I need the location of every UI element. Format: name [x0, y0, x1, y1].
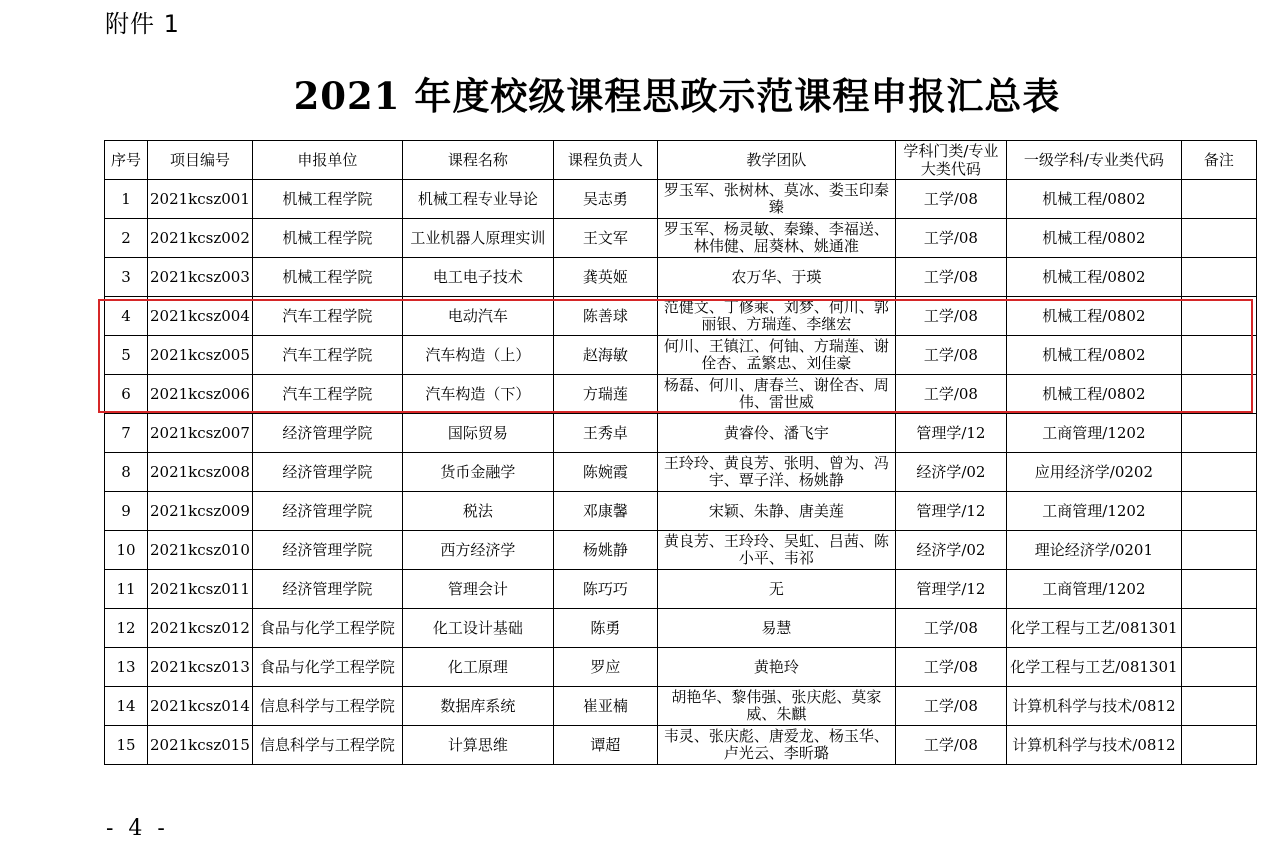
table-row: [105, 726, 1257, 765]
table-cell: 10: [105, 531, 148, 570]
table-cell: 食品与化学工程学院: [252, 609, 402, 648]
table-cell: 工学/08: [895, 726, 1006, 765]
table-cell: 韦灵、张庆彪、唐爱龙、杨玉华、卢光云、李昕璐: [657, 726, 895, 765]
table-row: [105, 648, 1257, 687]
table-cell: 7: [105, 414, 148, 453]
table-cell: 化学工程与工艺/081301: [1006, 648, 1181, 687]
table-cell: 2021kcsz012: [148, 609, 253, 648]
table-cell: 无: [657, 570, 895, 609]
table-cell: 15: [105, 726, 148, 765]
table-row: [105, 180, 1257, 219]
table-cell: 陈巧巧: [553, 570, 657, 609]
table-cell: 吴志勇: [553, 180, 657, 219]
header-cell: 序号: [105, 141, 148, 180]
table-cell: 8: [105, 453, 148, 492]
table-cell: 机械工程专业导论: [402, 180, 553, 219]
table-cell: 应用经济学/0202: [1006, 453, 1181, 492]
table-cell: 经济学/02: [895, 453, 1006, 492]
table-cell: 汽车构造（上）: [402, 336, 553, 375]
table-cell: 经济管理学院: [252, 492, 402, 531]
table-cell: 货币金融学: [402, 453, 553, 492]
table-cell: 宋颖、朱静、唐美莲: [657, 492, 895, 531]
table-cell: 2021kcsz003: [148, 258, 253, 297]
table-cell: 农万华、于瑛: [657, 258, 895, 297]
table-cell: [1181, 687, 1256, 726]
table-cell: 罗玉军、张树林、莫冰、娄玉印秦臻: [657, 180, 895, 219]
table-row: [105, 336, 1257, 375]
table-cell: 机械工程/0802: [1006, 297, 1181, 336]
table-row: [105, 531, 1257, 570]
table-cell: 工学/08: [895, 219, 1006, 258]
table-cell: 数据库系统: [402, 687, 553, 726]
table-row: [105, 414, 1257, 453]
summary-table: [104, 140, 1257, 765]
table-cell: 5: [105, 336, 148, 375]
table-cell: 工商管理/1202: [1006, 492, 1181, 531]
table-cell: 理论经济学/0201: [1006, 531, 1181, 570]
table-cell: 2021kcsz005: [148, 336, 253, 375]
table-cell: 西方经济学: [402, 531, 553, 570]
table-cell: 经济管理学院: [252, 531, 402, 570]
table-cell: 机械工程/0802: [1006, 336, 1181, 375]
table-cell: 13: [105, 648, 148, 687]
table-cell: [1181, 258, 1256, 297]
table-cell: 2021kcsz001: [148, 180, 253, 219]
table-cell: 工商管理/1202: [1006, 414, 1181, 453]
table-row: [105, 570, 1257, 609]
header-cell: 项目编号: [148, 141, 253, 180]
table-cell: 2021kcsz008: [148, 453, 253, 492]
table-cell: 工学/08: [895, 375, 1006, 414]
table-cell: [1181, 375, 1256, 414]
table-cell: 机械工程/0802: [1006, 375, 1181, 414]
attachment-label: 附件 1: [105, 10, 180, 38]
table-cell: 机械工程/0802: [1006, 180, 1181, 219]
header-cell: 一级学科/专业类代码: [1006, 141, 1181, 180]
table-cell: 邓康馨: [553, 492, 657, 531]
table-header-row: [105, 141, 1257, 180]
table-cell: 杨姚静: [553, 531, 657, 570]
table-cell: 汽车构造（下）: [402, 375, 553, 414]
table-cell: [1181, 297, 1256, 336]
table-cell: 工学/08: [895, 648, 1006, 687]
table-cell: [1181, 219, 1256, 258]
table-cell: 2021kcsz010: [148, 531, 253, 570]
header-cell: 备注: [1181, 141, 1256, 180]
table-cell: 2: [105, 219, 148, 258]
table-cell: 管理会计: [402, 570, 553, 609]
table-cell: 国际贸易: [402, 414, 553, 453]
table-cell: [1181, 492, 1256, 531]
table-cell: 经济管理学院: [252, 570, 402, 609]
table-cell: 电工电子技术: [402, 258, 553, 297]
table-cell: 11: [105, 570, 148, 609]
table-row: [105, 609, 1257, 648]
table-cell: 范健文、丁修乘、刘梦、何川、郭丽银、方瑞莲、李继宏: [657, 297, 895, 336]
table-cell: 工学/08: [895, 609, 1006, 648]
header-cell: 教学团队: [657, 141, 895, 180]
table-cell: 计算思维: [402, 726, 553, 765]
table-cell: 何川、王镇江、何铀、方瑞莲、谢佺杏、孟繁忠、刘佳豪: [657, 336, 895, 375]
table-cell: 机械工程学院: [252, 219, 402, 258]
table-cell: 汽车工程学院: [252, 336, 402, 375]
header-cell: 课程名称: [402, 141, 553, 180]
table-cell: [1181, 414, 1256, 453]
table-cell: 计算机科学与技术/0812: [1006, 687, 1181, 726]
table-cell: 9: [105, 492, 148, 531]
table-row: [105, 375, 1257, 414]
table-cell: [1181, 570, 1256, 609]
table-cell: 工学/08: [895, 297, 1006, 336]
table-cell: 3: [105, 258, 148, 297]
table-cell: 12: [105, 609, 148, 648]
table-row: [105, 297, 1257, 336]
table-cell: 管理学/12: [895, 570, 1006, 609]
table-cell: 机械工程/0802: [1006, 219, 1181, 258]
page-title: 2021 年度校级课程思政示范课程申报汇总表: [293, 74, 1061, 118]
table-cell: 陈婉霞: [553, 453, 657, 492]
table-cell: 罗应: [553, 648, 657, 687]
table-cell: [1181, 336, 1256, 375]
table-cell: 机械工程/0802: [1006, 258, 1181, 297]
table-cell: 黄良芳、王玲玲、吴虹、吕茜、陈小平、韦祁: [657, 531, 895, 570]
table-cell: 赵海敏: [553, 336, 657, 375]
table-cell: 工业机器人原理实训: [402, 219, 553, 258]
table-cell: [1181, 726, 1256, 765]
table-row: [105, 258, 1257, 297]
table-cell: 经济管理学院: [252, 453, 402, 492]
table-cell: 2021kcsz002: [148, 219, 253, 258]
table-cell: 2021kcsz015: [148, 726, 253, 765]
table-cell: 信息科学与工程学院: [252, 687, 402, 726]
table-cell: 化工设计基础: [402, 609, 553, 648]
table-cell: 王秀卓: [553, 414, 657, 453]
table-cell: 陈善球: [553, 297, 657, 336]
table-cell: 2021kcsz007: [148, 414, 253, 453]
table-cell: [1181, 180, 1256, 219]
table-cell: 机械工程学院: [252, 180, 402, 219]
table-row: [105, 453, 1257, 492]
table-cell: 6: [105, 375, 148, 414]
table-row: [105, 492, 1257, 531]
table-row: [105, 687, 1257, 726]
table-cell: 1: [105, 180, 148, 219]
header-cell: 学科门类/专业大类代码: [895, 141, 1006, 180]
table-cell: 方瑞莲: [553, 375, 657, 414]
table-cell: 汽车工程学院: [252, 297, 402, 336]
table-cell: [1181, 648, 1256, 687]
table-cell: 王文军: [553, 219, 657, 258]
table-cell: 胡艳华、黎伟强、张庆彪、莫家威、朱麒: [657, 687, 895, 726]
table-cell: 崔亚楠: [553, 687, 657, 726]
header-cell: 申报单位: [252, 141, 402, 180]
table-cell: 管理学/12: [895, 414, 1006, 453]
table-cell: 管理学/12: [895, 492, 1006, 531]
table-cell: [1181, 453, 1256, 492]
table-cell: 黄艳玲: [657, 648, 895, 687]
table-cell: 2021kcsz004: [148, 297, 253, 336]
table-cell: 汽车工程学院: [252, 375, 402, 414]
table-cell: 易慧: [657, 609, 895, 648]
table-cell: 杨磊、何川、唐春兰、谢佺杏、周伟、雷世威: [657, 375, 895, 414]
table-cell: 王玲玲、黄良芳、张明、曾为、冯宇、覃子洋、杨姚静: [657, 453, 895, 492]
table-cell: 化工原理: [402, 648, 553, 687]
table-cell: 工学/08: [895, 180, 1006, 219]
table-cell: 食品与化学工程学院: [252, 648, 402, 687]
table-cell: 2021kcsz011: [148, 570, 253, 609]
table-cell: 经济管理学院: [252, 414, 402, 453]
table-cell: 罗玉军、杨灵敏、秦臻、李福送、林伟健、屈葵林、姚通准: [657, 219, 895, 258]
table-cell: 计算机科学与技术/0812: [1006, 726, 1181, 765]
table-cell: 经济学/02: [895, 531, 1006, 570]
table-cell: 工学/08: [895, 336, 1006, 375]
table-cell: 2021kcsz014: [148, 687, 253, 726]
table-cell: 化学工程与工艺/081301: [1006, 609, 1181, 648]
table-cell: 黄睿伶、潘飞宇: [657, 414, 895, 453]
header-cell: 课程负责人: [553, 141, 657, 180]
table-cell: [1181, 609, 1256, 648]
table-cell: 电动汽车: [402, 297, 553, 336]
table-cell: 谭超: [553, 726, 657, 765]
table-cell: 2021kcsz006: [148, 375, 253, 414]
table-cell: 2021kcsz009: [148, 492, 253, 531]
table-cell: 机械工程学院: [252, 258, 402, 297]
table-cell: 工学/08: [895, 687, 1006, 726]
table-row: [105, 219, 1257, 258]
table-cell: 工学/08: [895, 258, 1006, 297]
table-cell: [1181, 531, 1256, 570]
table-cell: 4: [105, 297, 148, 336]
table-cell: 信息科学与工程学院: [252, 726, 402, 765]
table-cell: 陈勇: [553, 609, 657, 648]
table-cell: 税法: [402, 492, 553, 531]
table-cell: 龚英姬: [553, 258, 657, 297]
page-number: - 4 -: [106, 816, 169, 841]
table-cell: 2021kcsz013: [148, 648, 253, 687]
table-cell: 工商管理/1202: [1006, 570, 1181, 609]
table-cell: 14: [105, 687, 148, 726]
